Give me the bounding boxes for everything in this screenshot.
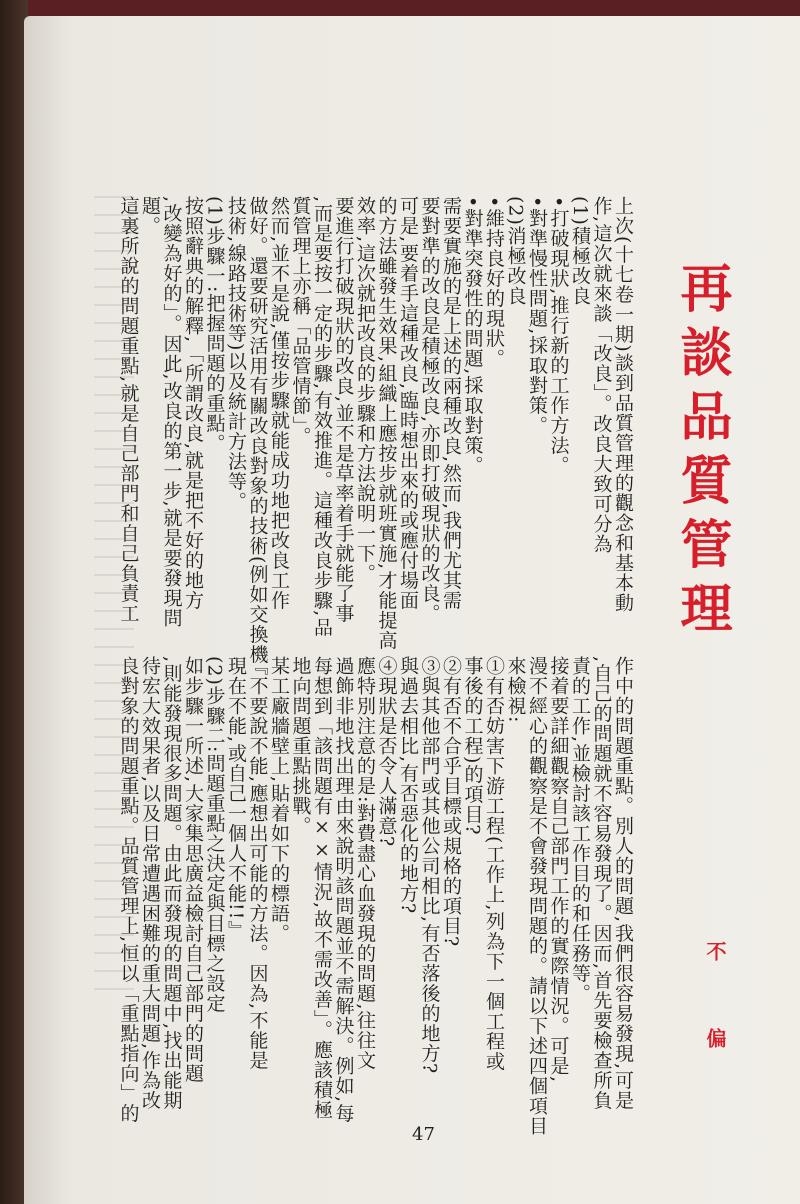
- text-column: ②有否不合乎目標或規格的項目?: [440, 656, 462, 948]
- text-column: 責的工作,並檢討該工作目的和任務等。: [569, 656, 591, 1004]
- text-column: 來檢視:: [504, 656, 527, 724]
- text-column: 要對準的改良是積極改良,亦即打破現狀的改良。: [418, 196, 441, 624]
- text-column: 按照辭典的解釋,「所謂改良,就是把不好的地方: [182, 196, 204, 611]
- text-column: ,則能發現很多問題。由此而發現的問題中,找出能期: [160, 656, 183, 1111]
- text-column: 這裏所說的問題重點,就是自己部門和自己負責工: [117, 196, 140, 624]
- text-column: 地向問題重點挑戰。: [289, 656, 312, 836]
- text-column: (2)步驟二:問題重點之決定與目標之設定: [203, 656, 226, 1014]
- text-column: 題。: [139, 196, 161, 236]
- text-column: •對準突發性的問題,採取對策。: [461, 196, 484, 476]
- text-column: ④現狀是否令人滿意?: [375, 656, 398, 848]
- text-column: 需要實施的是上述的兩種改良,然而,我們尤其需: [440, 196, 462, 611]
- text-column: •打破現狀,推行新的工作方法。: [547, 196, 570, 476]
- text-column: (2)消極改良: [504, 196, 527, 306]
- page-number: 47: [412, 1124, 435, 1145]
- text-column: 作,這次就來談「改良」。改良大致可分為: [590, 196, 613, 554]
- text-column: 事後的工程)的項目?: [461, 656, 484, 836]
- article-title: 再談品質管理: [671, 261, 731, 645]
- text-column: ,自己的問題就不容易發現了。因而,首先要檢查所負: [590, 656, 613, 1111]
- text-column: ,改變為好的」。因此,改良的第一步,就是要發現問: [160, 196, 183, 628]
- text-column: 要進行打破現狀的改良,並不是草率着手就能了事: [332, 196, 355, 624]
- text-column: ①有否妨害下游工程(工作上,列為下一個工程或: [483, 656, 505, 1072]
- text-column: 如步驟一所述,大家集思廣益檢討自己部門的問題: [182, 656, 204, 1084]
- text-column: 待宏大效果者,以及日常遭遇困難的重大問題,作為改: [139, 656, 161, 1111]
- text-column: 與過去相比,有否惡化的地方?: [397, 656, 419, 915]
- text-column: 作中的問題重點。別人的問題,我們很容易發現,可是: [612, 656, 634, 1111]
- text-column: ③與其他部門或其他公司相比,有否落後的地方?: [418, 656, 441, 1075]
- text-column: 『不要說不能,應想出可能的方法。因為,不能是: [246, 656, 269, 1071]
- text-column: 現在不能,或自己一個人不能!!』: [225, 656, 247, 941]
- text-column: 每想到「該問題有××情況,故不需改善」。應該積極: [311, 656, 333, 1120]
- text-column: 質管理上亦稱「品管情節」。: [289, 196, 312, 447]
- text-column: 過飾非地找出理由來說明該問題並不需解決。例如,每: [332, 656, 355, 1124]
- text-column: 接着要詳細觀察自己部門工作的實際情況。可是,: [547, 656, 570, 1084]
- text-column: 可是,要着手這種改良,臨時想出來的或應付場面: [397, 196, 419, 611]
- text-column: 上次(十七卷一期)談到品質管理的觀念和基本動: [612, 196, 634, 613]
- article-author: 不 偏: [703, 941, 727, 1078]
- text-column: •對準慢性問題,採取對策。: [526, 196, 548, 436]
- text-column: •維持良好的現狀。: [483, 196, 505, 369]
- text-column: 漫不經心的觀察是不會發現問題的。請以下述四個項目: [526, 656, 548, 1136]
- text-column: 的方法雖發生效果,組織上應按步就班實施,才能提高: [375, 196, 398, 651]
- text-column: 然而,並不是說,僅按步驟就能成功地把改良工作: [268, 196, 290, 611]
- text-column: 某工廠牆壁上,貼着如下的標語。: [268, 656, 290, 944]
- text-column: 做好。還要研究活用有關改良對象的技術(例如交換機: [246, 196, 269, 665]
- text-column: (1)步驟一:把握問題的重點。: [203, 196, 226, 454]
- text-column: 良對象的問題重點。品質管理上,恒以「重點指向」的: [117, 656, 140, 1124]
- text-column: 技術,線路技術等)以及統計方法等。: [225, 196, 247, 512]
- text-column: 效率,這次就把改良的步驟和方法說明一下。: [354, 196, 376, 584]
- book-page: [24, 16, 800, 1204]
- text-column: 應特別注意的是:對費盡心血發現的問題,往往文: [354, 656, 376, 1071]
- text-column: ,而是要按一定的步驟,有效推進。這種改良步驟,品: [311, 196, 333, 638]
- text-column: (1)積極改良: [569, 196, 591, 306]
